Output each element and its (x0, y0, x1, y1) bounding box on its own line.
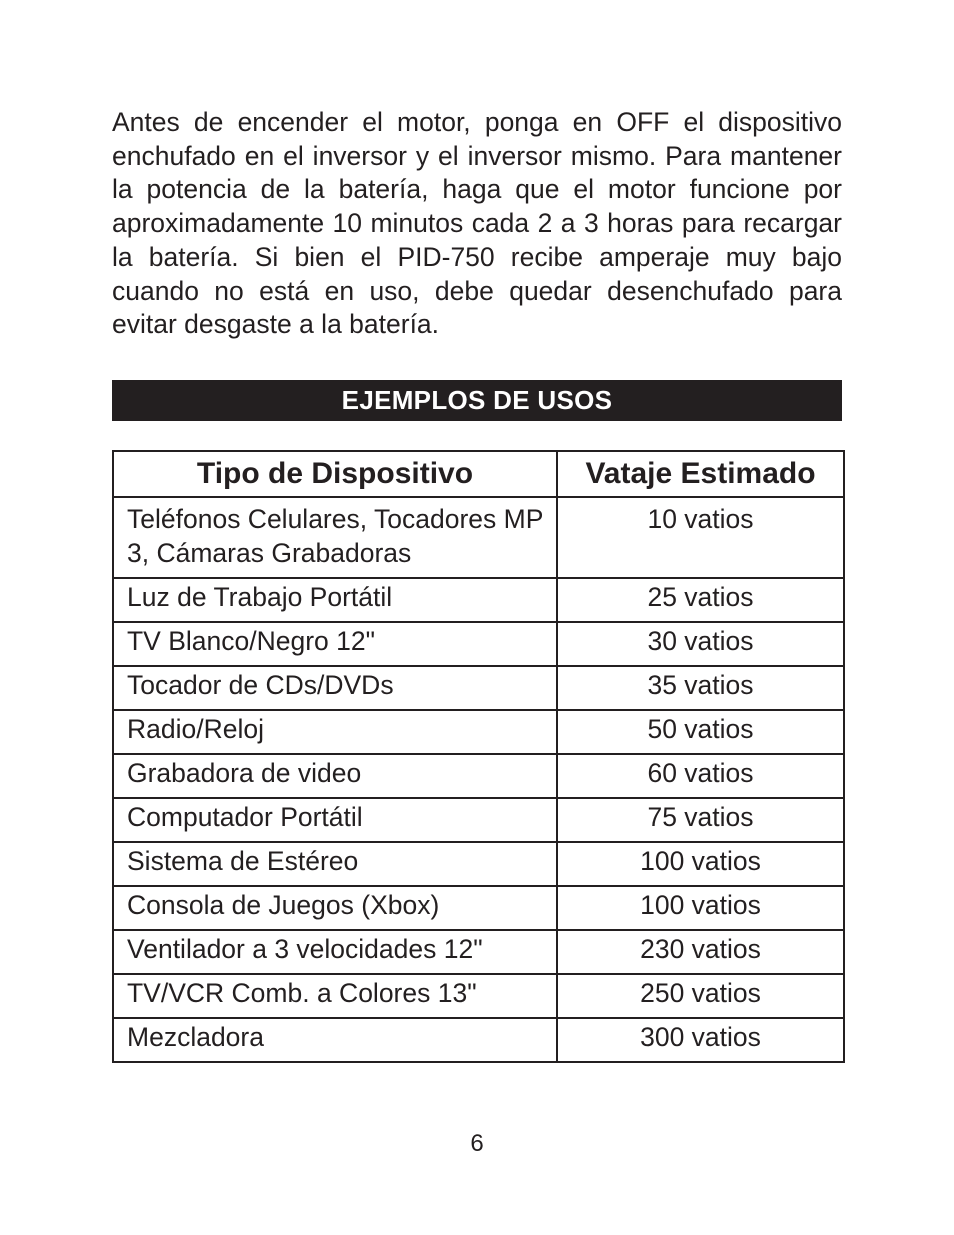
wattage-cell: 60 vatios (557, 754, 844, 798)
device-cell: Sistema de Estéreo (113, 842, 557, 886)
wattage-cell: 50 vatios (557, 710, 844, 754)
section-banner: EJEMPLOS DE USOS (112, 380, 842, 421)
device-cell: Tocador de CDs/DVDs (113, 666, 557, 710)
header-estimated-wattage: Vataje Estimado (557, 451, 844, 497)
device-cell: TV/VCR Comb. a Colores 13" (113, 974, 557, 1018)
table-row (113, 666, 844, 710)
table-row (113, 622, 844, 666)
device-cell: Computador Portátil (113, 798, 557, 842)
wattage-cell: 35 vatios (557, 666, 844, 710)
table-row (113, 754, 844, 798)
table-row (113, 842, 844, 886)
device-cell: Teléfonos Celulares, Tocadores MP 3, Cámaras Grabadoras (113, 497, 557, 578)
wattage-cell: 25 vatios (557, 578, 844, 622)
header-device-type: Tipo de Dispositivo (113, 451, 557, 497)
usage-examples-table (112, 450, 845, 1063)
wattage-cell: 250 vatios (557, 974, 844, 1018)
device-cell: Grabadora de video (113, 754, 557, 798)
wattage-cell: 75 vatios (557, 798, 844, 842)
table-header-row (113, 451, 844, 497)
device-cell: Luz de Trabajo Portátil (113, 578, 557, 622)
body-paragraph: Antes de encender el motor, ponga en OFF el dispositivo enchufado en el inversor y el inversor mismo. Para mantener la potencia de la batería, haga que el motor funcione por aproximadamente 10 minutos cada 2 a 3 horas para recargar la batería. Si bien el PID-750 recibe amperaje muy bajo cuando no está en uso, debe quedar desenchufado para evitar desgaste a la batería. (112, 107, 842, 340)
device-cell: Consola de Juegos (Xbox) (113, 886, 557, 930)
device-cell: TV Blanco/Negro 12" (113, 622, 557, 666)
table-row (113, 710, 844, 754)
table-row (113, 974, 844, 1018)
page-number: 6 (470, 1130, 484, 1157)
device-cell: Radio/Reloj (113, 710, 557, 754)
table-row (113, 578, 844, 622)
table-row (113, 1018, 844, 1062)
table-row (113, 886, 844, 930)
wattage-cell: 10 vatios (557, 497, 844, 578)
device-cell: Mezcladora (113, 1018, 557, 1062)
wattage-cell: 300 vatios (557, 1018, 844, 1062)
device-cell: Ventilador a 3 velocidades 12" (113, 930, 557, 974)
table-row (113, 497, 844, 578)
wattage-cell: 100 vatios (557, 842, 844, 886)
wattage-cell: 30 vatios (557, 622, 844, 666)
table-row (113, 930, 844, 974)
table-row (113, 798, 844, 842)
wattage-cell: 230 vatios (557, 930, 844, 974)
wattage-cell: 100 vatios (557, 886, 844, 930)
